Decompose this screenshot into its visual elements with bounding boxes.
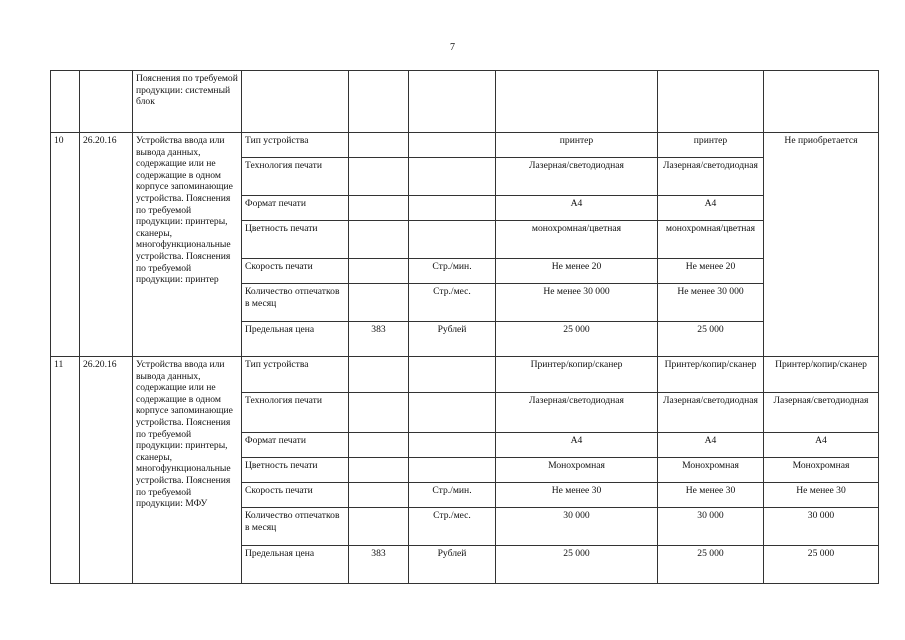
characteristic-name: Тип устройства <box>242 357 349 393</box>
value-column-3 <box>764 71 879 133</box>
value-1: 25 000 <box>496 546 658 584</box>
value-3: 30 000 <box>764 508 879 546</box>
value-2: Не менее 20 <box>658 259 764 284</box>
value-1: А4 <box>496 196 658 221</box>
value-1: принтер <box>496 133 658 158</box>
value-2: принтер <box>658 133 764 158</box>
okei-code <box>349 158 409 196</box>
characteristic-name: Цветность печати <box>242 458 349 483</box>
table-row <box>51 357 879 393</box>
value-3: Не менее 30 <box>764 483 879 508</box>
unit-name: Стр./мес. <box>409 284 496 322</box>
value-2: 25 000 <box>658 322 764 357</box>
okei-code <box>349 196 409 221</box>
row-number-cell <box>51 71 80 133</box>
value-1: монохромная/цветная <box>496 221 658 259</box>
characteristic-name: Формат печати <box>242 433 349 458</box>
characteristic-name: Технология печати <box>242 393 349 433</box>
row-number: 11 <box>51 357 80 584</box>
value-3: 25 000 <box>764 546 879 584</box>
okei-code: 383 <box>349 322 409 357</box>
unit-name <box>409 196 496 221</box>
characteristic-name: Количество отпечатков в месяц <box>242 508 349 546</box>
okpd-code: 26.20.16 <box>80 133 133 357</box>
okei-code <box>349 221 409 259</box>
value-3: А4 <box>764 433 879 458</box>
okei-code <box>349 483 409 508</box>
value-1: Не менее 20 <box>496 259 658 284</box>
value-column-2 <box>658 71 764 133</box>
unit-name: Рублей <box>409 322 496 357</box>
characteristic-name: Количество отпечатков в месяц <box>242 284 349 322</box>
value-2: 25 000 <box>658 546 764 584</box>
value-1: Монохромная <box>496 458 658 483</box>
unit-name <box>409 133 496 158</box>
okei-code: 383 <box>349 546 409 584</box>
unit-name <box>409 458 496 483</box>
value-3: Лазерная/светодиодная <box>764 393 879 433</box>
unit-name: Стр./мин. <box>409 259 496 284</box>
value-2: Принтер/копир/сканер <box>658 357 764 393</box>
value-2: монохромная/цветная <box>658 221 764 259</box>
unit-name: Стр./мес. <box>409 508 496 546</box>
unit-name: Стр./мин. <box>409 483 496 508</box>
value-3: Принтер/копир/сканер <box>764 357 879 393</box>
characteristic-name: Скорость печати <box>242 259 349 284</box>
value-1: Принтер/копир/сканер <box>496 357 658 393</box>
characteristic-name: Технология печати <box>242 158 349 196</box>
value-1: Не менее 30 <box>496 483 658 508</box>
table-row <box>51 71 879 133</box>
characteristic-name: Цветность печати <box>242 221 349 259</box>
characteristic-name: Предельная цена <box>242 546 349 584</box>
value-1: Лазерная/светодиодная <box>496 393 658 433</box>
okpd-code: 26.20.16 <box>80 357 133 584</box>
value-2: Лазерная/светодиодная <box>658 158 764 196</box>
characteristic-name: Скорость печати <box>242 483 349 508</box>
unit-name <box>409 357 496 393</box>
okei-code <box>349 458 409 483</box>
value-3: Монохромная <box>764 458 879 483</box>
characteristic-name: Тип устройства <box>242 133 349 158</box>
value-1: 30 000 <box>496 508 658 546</box>
okei-code <box>349 284 409 322</box>
row-number: 10 <box>51 133 80 357</box>
characteristic-name: Предельная цена <box>242 322 349 357</box>
unit-name <box>409 158 496 196</box>
product-description: Устройства ввода или вывода данных, содержащие или не содержащие в одном корпусе запоминающие устройства. Пояснения по требуемой продукции: принтеры, сканеры, многофункциональные устройства. Пояснения по требуемой продукции: принтер <box>133 133 242 357</box>
unit-name <box>409 393 496 433</box>
value-2: А4 <box>658 433 764 458</box>
okei-code <box>349 393 409 433</box>
unit-name <box>409 433 496 458</box>
product-description: Пояснения по требуемой продукции: системный блок <box>133 71 242 133</box>
value-1: А4 <box>496 433 658 458</box>
value-2: Монохромная <box>658 458 764 483</box>
unit-name <box>409 71 496 133</box>
value-1: 25 000 <box>496 322 658 357</box>
value-2: Лазерная/светодиодная <box>658 393 764 433</box>
product-description: Устройства ввода или вывода данных, содержащие или не содержащие в одном корпусе запоминающие устройства. Пояснения по требуемой продукции: принтеры, сканеры, многофункциональные устройства. Пояснения по требуемой продукции: МФУ <box>133 357 242 584</box>
page-number: 7 <box>450 42 455 53</box>
okei-code <box>349 133 409 158</box>
value-2: Не менее 30 <box>658 483 764 508</box>
value-1: Лазерная/светодиодная <box>496 158 658 196</box>
value-2: Не менее 30 000 <box>658 284 764 322</box>
specification-table <box>50 70 879 584</box>
okei-code <box>349 357 409 393</box>
value-column-1 <box>496 71 658 133</box>
value-2: 30 000 <box>658 508 764 546</box>
okpd-code-cell <box>80 71 133 133</box>
okei-code <box>349 71 409 133</box>
okei-code <box>349 259 409 284</box>
not-acquired-note: Не приобретается <box>764 133 879 357</box>
unit-name: Рублей <box>409 546 496 584</box>
okei-code <box>349 508 409 546</box>
characteristic-name <box>242 71 349 133</box>
unit-name <box>409 221 496 259</box>
characteristic-name: Формат печати <box>242 196 349 221</box>
okei-code <box>349 433 409 458</box>
value-1: Не менее 30 000 <box>496 284 658 322</box>
value-2: А4 <box>658 196 764 221</box>
table-row <box>51 133 879 158</box>
